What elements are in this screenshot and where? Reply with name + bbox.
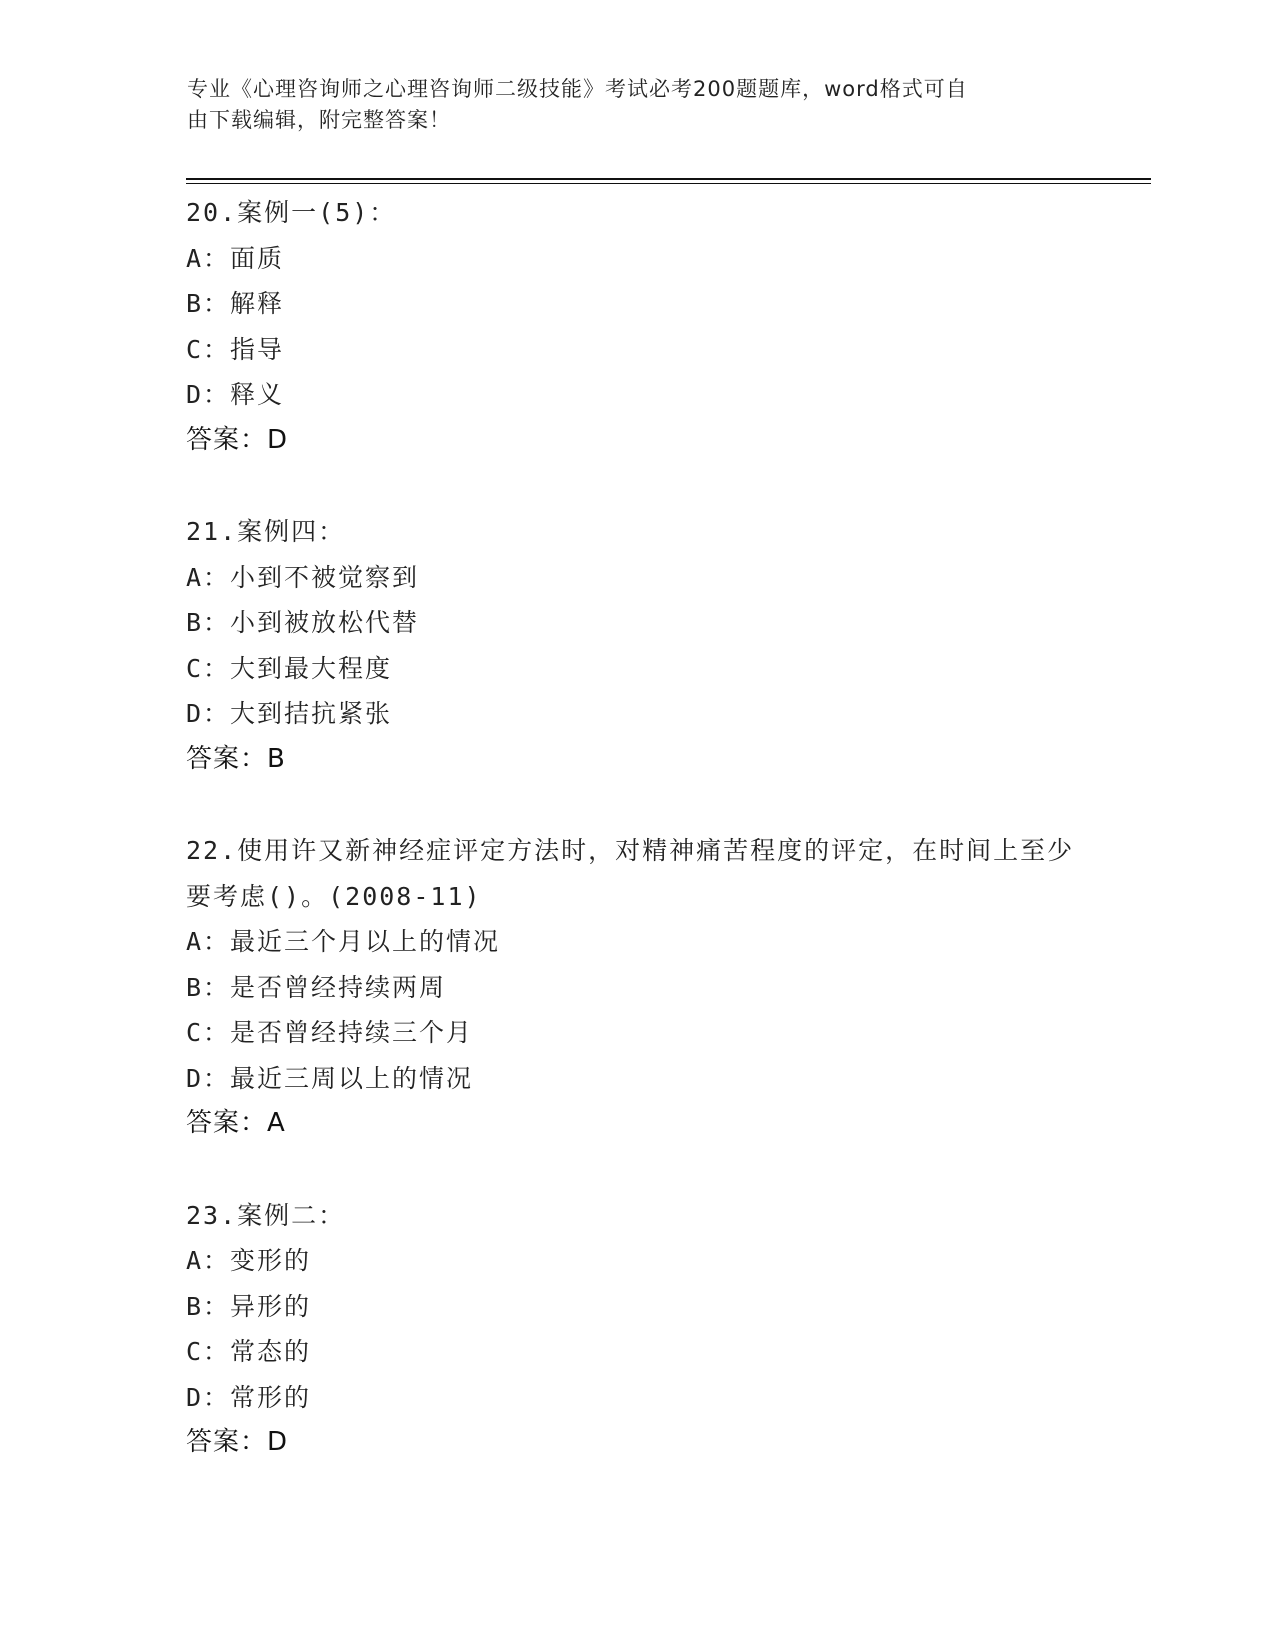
question-23 — [186, 1193, 1086, 1466]
header-line-2: 由下载编辑，附完整答案！ — [187, 108, 451, 132]
question-21 — [186, 509, 1086, 782]
answer-line — [186, 418, 1086, 464]
option-c: C：大到最大程度 — [186, 653, 393, 683]
header-divider-thin — [186, 183, 1151, 184]
option-b: B：是否曾经持续两周 — [186, 972, 447, 1002]
option-a: A：最近三个月以上的情况 — [186, 927, 501, 956]
answer-line — [186, 1420, 1086, 1466]
document-header — [187, 74, 1087, 136]
option-d: D：释义 — [186, 380, 285, 409]
option-a: A：变形的 — [186, 1246, 312, 1275]
answer-value: B — [267, 743, 286, 774]
answer-label: 答案： — [186, 1108, 268, 1138]
question-stem: 22.使用许又新神经症评定方法时，对精神痛苦程度的评定，在时间上至少要考虑()。(2008-11) — [186, 836, 1075, 911]
answer-value: D — [267, 424, 289, 455]
answer-value: A — [267, 1108, 286, 1138]
answer-value: D — [267, 1427, 289, 1457]
answer-line — [186, 737, 1086, 783]
option-b: B：解释 — [186, 289, 285, 318]
header-line-1: 专业《心理咨询师之心理咨询师二级技能》考试必考200题题库，word格式可自 — [187, 77, 968, 101]
option-c: C：指导 — [186, 334, 285, 364]
option-b: B：小到被放松代替 — [186, 608, 420, 637]
answer-label: 答案： — [186, 743, 268, 774]
answer-label: 答案： — [186, 424, 268, 455]
question-list — [186, 190, 1086, 1512]
question-stem: 23.案例二： — [186, 1200, 346, 1230]
option-d: D：常形的 — [186, 1382, 312, 1412]
option-a: A：面质 — [186, 243, 285, 273]
question-stem: 21.案例四： — [186, 517, 346, 546]
option-c: C：是否曾经持续三个月 — [186, 1018, 474, 1047]
answer-line — [186, 1101, 1086, 1147]
question-stem: 20.案例一(5)： — [186, 198, 397, 227]
header-divider-thick — [186, 178, 1151, 180]
option-b: B：异形的 — [186, 1291, 312, 1321]
question-20 — [186, 190, 1086, 463]
answer-label: 答案： — [186, 1427, 268, 1457]
option-c: C：常态的 — [186, 1337, 312, 1366]
option-a: A：小到不被觉察到 — [186, 562, 420, 592]
option-d: D：最近三周以上的情况 — [186, 1063, 474, 1093]
option-d: D：大到拮抗紧张 — [186, 699, 393, 728]
question-22 — [186, 828, 1086, 1147]
